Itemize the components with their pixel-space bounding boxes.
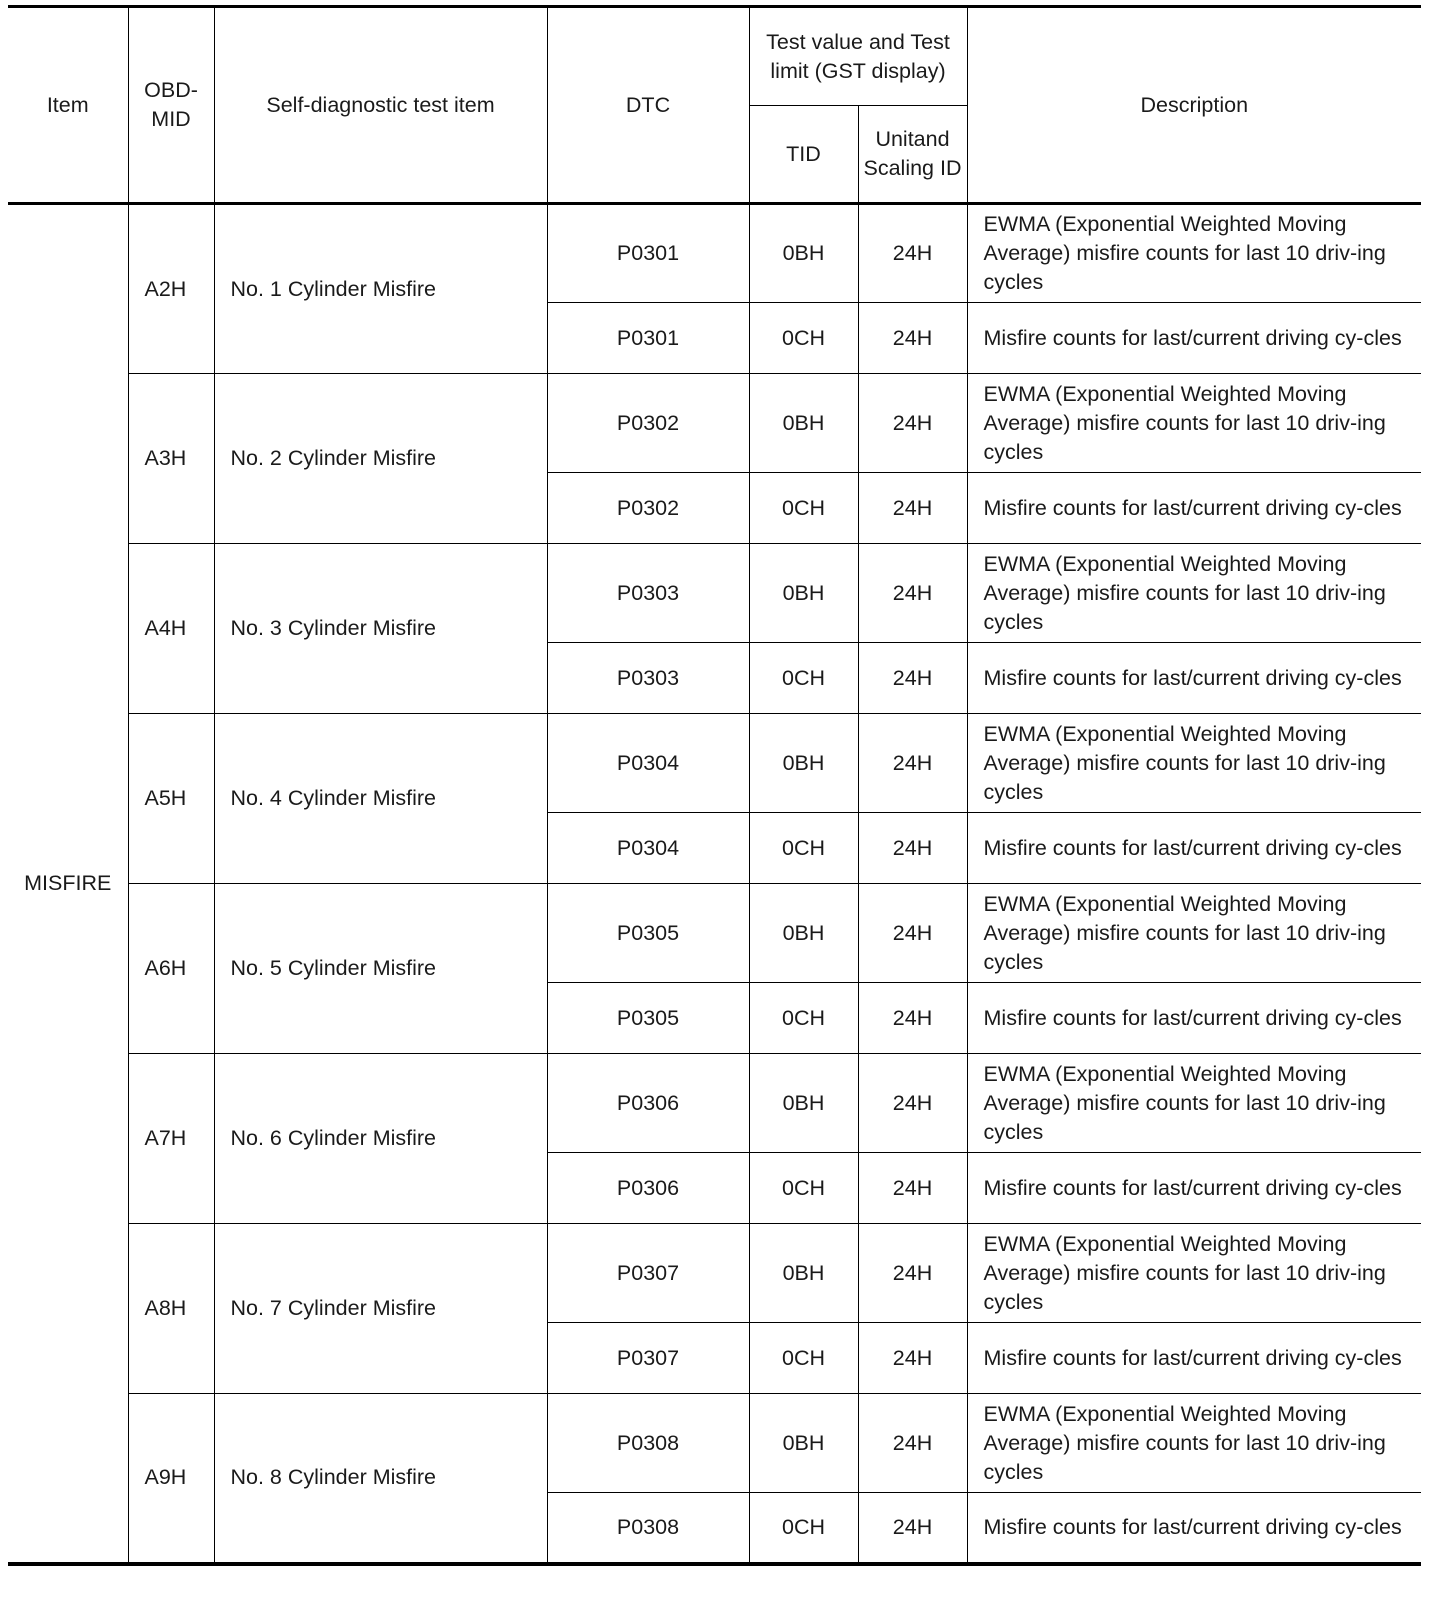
description-cell: EWMA (Exponential Weighted Moving Average) misfire counts for last 10 driv-ing cycles — [967, 544, 1421, 643]
unit-scaling-cell: 24H — [858, 1493, 967, 1564]
unit-scaling-cell: 24H — [858, 1224, 967, 1323]
dtc-cell: P0304 — [547, 714, 749, 813]
unit-scaling-cell: 24H — [858, 1054, 967, 1153]
test-item-cell: No. 2 Cylinder Misfire — [214, 374, 547, 544]
unit-scaling-cell: 24H — [858, 1394, 967, 1493]
table-row — [8, 204, 1421, 303]
table-header — [8, 7, 1421, 204]
description-cell: Misfire counts for last/current driving cy-cles — [967, 983, 1421, 1054]
tid-cell: 0CH — [749, 1323, 858, 1394]
table-body — [8, 204, 1421, 1564]
dtc-cell: P0302 — [547, 374, 749, 473]
unit-scaling-cell: 24H — [858, 1153, 967, 1224]
obd-mid-cell: A5H — [128, 714, 214, 884]
description-cell: Misfire counts for last/current driving cy-cles — [967, 643, 1421, 714]
description-cell: EWMA (Exponential Weighted Moving Average) misfire counts for last 10 driv-ing cycles — [967, 1394, 1421, 1493]
tid-cell: 0BH — [749, 1224, 858, 1323]
dtc-cell: P0308 — [547, 1394, 749, 1493]
unit-scaling-cell: 24H — [858, 983, 967, 1054]
obd-mid-cell: A7H — [128, 1054, 214, 1224]
table-row — [8, 884, 1421, 983]
table-row — [8, 1224, 1421, 1323]
dtc-cell: P0302 — [547, 473, 749, 544]
test-item-cell: No. 3 Cylinder Misfire — [214, 544, 547, 714]
test-item-cell: No. 1 Cylinder Misfire — [214, 204, 547, 374]
dtc-cell: P0303 — [547, 643, 749, 714]
dtc-cell: P0304 — [547, 813, 749, 884]
header-description: Description — [967, 7, 1421, 204]
tid-cell: 0CH — [749, 643, 858, 714]
table-row — [8, 544, 1421, 643]
tid-cell: 0BH — [749, 374, 858, 473]
dtc-cell: P0307 — [547, 1323, 749, 1394]
dtc-cell: P0307 — [547, 1224, 749, 1323]
dtc-cell: P0306 — [547, 1054, 749, 1153]
tid-cell: 0BH — [749, 204, 858, 303]
test-item-cell: No. 4 Cylinder Misfire — [214, 714, 547, 884]
obd-mid-cell: A6H — [128, 884, 214, 1054]
unit-scaling-cell: 24H — [858, 813, 967, 884]
obd-mid-cell: A2H — [128, 204, 214, 374]
description-cell: EWMA (Exponential Weighted Moving Average) misfire counts for last 10 driv-ing cycles — [967, 714, 1421, 813]
tid-cell: 0CH — [749, 303, 858, 374]
description-cell: Misfire counts for last/current driving cy-cles — [967, 813, 1421, 884]
description-cell: EWMA (Exponential Weighted Moving Average) misfire counts for last 10 driv-ing cycles — [967, 1054, 1421, 1153]
tid-cell: 0BH — [749, 714, 858, 813]
unit-scaling-cell: 24H — [858, 643, 967, 714]
item-cell: MISFIRE — [8, 204, 128, 1564]
unit-scaling-cell: 24H — [858, 473, 967, 544]
tid-cell: 0CH — [749, 1493, 858, 1564]
table-row — [8, 1394, 1421, 1493]
table-row — [8, 714, 1421, 813]
tid-cell: 0BH — [749, 1054, 858, 1153]
dtc-cell: P0306 — [547, 1153, 749, 1224]
unit-scaling-cell: 24H — [858, 544, 967, 643]
test-item-cell: No. 5 Cylinder Misfire — [214, 884, 547, 1054]
unit-scaling-cell: 24H — [858, 204, 967, 303]
tid-cell: 0CH — [749, 1153, 858, 1224]
header-item: Item — [8, 7, 128, 204]
tid-cell: 0CH — [749, 473, 858, 544]
header-dtc: DTC — [547, 7, 749, 204]
description-cell: Misfire counts for last/current driving cy-cles — [967, 1493, 1421, 1564]
obd-mid-cell: A4H — [128, 544, 214, 714]
description-cell: EWMA (Exponential Weighted Moving Average) misfire counts for last 10 driv-ing cycles — [967, 374, 1421, 473]
tid-cell: 0CH — [749, 983, 858, 1054]
dtc-cell: P0305 — [547, 983, 749, 1054]
header-tid: TID — [749, 106, 858, 204]
header-obd-mid: OBD-MID — [128, 7, 214, 204]
misfire-dtc-table — [8, 5, 1421, 1566]
header-test-value-group: Test value and Test limit (GST display) — [749, 7, 967, 106]
header-test-item: Self-diagnostic test item — [214, 7, 547, 204]
description-cell: Misfire counts for last/current driving cy-cles — [967, 1153, 1421, 1224]
tid-cell: 0BH — [749, 884, 858, 983]
tid-cell: 0CH — [749, 813, 858, 884]
unit-scaling-cell: 24H — [858, 303, 967, 374]
obd-mid-cell: A3H — [128, 374, 214, 544]
description-cell: Misfire counts for last/current driving cy-cles — [967, 1323, 1421, 1394]
test-item-cell: No. 8 Cylinder Misfire — [214, 1394, 547, 1564]
obd-mid-cell: A9H — [128, 1394, 214, 1564]
description-cell: EWMA (Exponential Weighted Moving Average) misfire counts for last 10 driv-ing cycles — [967, 1224, 1421, 1323]
header-unit-scaling: Unitand Scaling ID — [858, 106, 967, 204]
unit-scaling-cell: 24H — [858, 884, 967, 983]
obd-mid-cell: A8H — [128, 1224, 214, 1394]
table-row — [8, 374, 1421, 473]
dtc-cell: P0301 — [547, 303, 749, 374]
description-cell: EWMA (Exponential Weighted Moving Average) misfire counts for last 10 driv-ing cycles — [967, 204, 1421, 303]
tid-cell: 0BH — [749, 544, 858, 643]
dtc-cell: P0305 — [547, 884, 749, 983]
dtc-cell: P0303 — [547, 544, 749, 643]
unit-scaling-cell: 24H — [858, 374, 967, 473]
dtc-cell: P0301 — [547, 204, 749, 303]
test-item-cell: No. 6 Cylinder Misfire — [214, 1054, 547, 1224]
unit-scaling-cell: 24H — [858, 1323, 967, 1394]
description-cell: Misfire counts for last/current driving cy-cles — [967, 303, 1421, 374]
unit-scaling-cell: 24H — [858, 714, 967, 813]
test-item-cell: No. 7 Cylinder Misfire — [214, 1224, 547, 1394]
tid-cell: 0BH — [749, 1394, 858, 1493]
dtc-cell: P0308 — [547, 1493, 749, 1564]
table-row — [8, 1054, 1421, 1153]
description-cell: Misfire counts for last/current driving cy-cles — [967, 473, 1421, 544]
description-cell: EWMA (Exponential Weighted Moving Average) misfire counts for last 10 driv-ing cycles — [967, 884, 1421, 983]
